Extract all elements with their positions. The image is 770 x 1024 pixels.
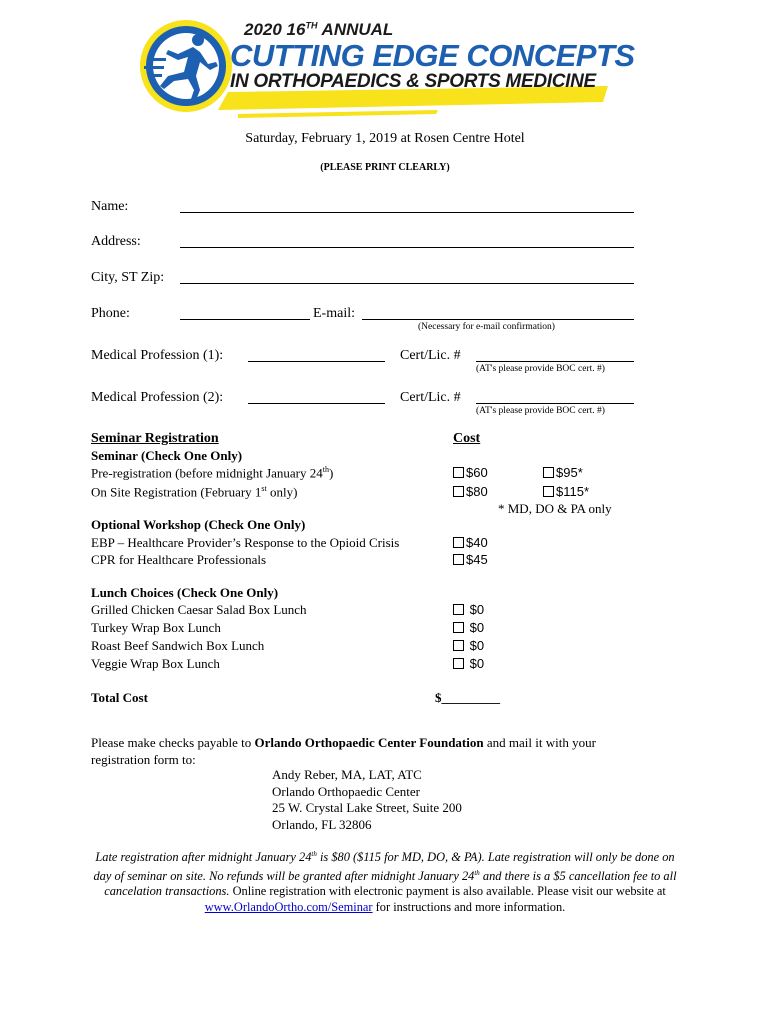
- lunch-item-cost[interactable]: $0: [453, 656, 484, 671]
- md-do-pa-note: * MD, DO & PA only: [498, 501, 612, 516]
- total-cost-label: Total Cost: [91, 690, 148, 705]
- seminar-heading: Seminar Registration: [91, 431, 219, 446]
- cert-1-label: Cert/Lic. #: [400, 348, 461, 363]
- logo-line-3: IN ORTHOPAEDICS & SPORTS MEDICINE: [230, 71, 596, 92]
- address-label: Address:: [91, 234, 141, 249]
- lunch-item-label: Turkey Wrap Box Lunch: [91, 620, 221, 635]
- cost-heading: Cost: [453, 431, 481, 446]
- lunch-item-cost[interactable]: $0: [453, 638, 484, 653]
- phone-label: Phone:: [91, 306, 130, 321]
- pre-registration-label: Pre-registration (before midnight January 24th): [91, 465, 334, 481]
- medical-profession-1-field[interactable]: [248, 361, 385, 362]
- workshop-item-label: CPR for Healthcare Professionals: [91, 552, 267, 567]
- checkbox-icon[interactable]: [453, 640, 464, 651]
- lunch-item-label: Roast Beef Sandwich Box Lunch: [91, 638, 265, 653]
- onsite-registration-cost[interactable]: $80: [453, 484, 488, 499]
- medical-profession-1-label: Medical Profession (1):: [91, 348, 224, 363]
- workshop-heading: Optional Workshop (Check One Only): [91, 517, 306, 532]
- address-line: 25 W. Crystal Lake Street, Suite 200: [272, 800, 462, 815]
- payee-name: Orlando Orthopaedic Center Foundation: [254, 735, 484, 750]
- seminar-subheading: Seminar (Check One Only): [91, 448, 243, 463]
- logo-line-2: CUTTING EDGE CONCEPTS: [230, 38, 635, 73]
- email-note: (Necessary for e-mail confirmation): [418, 322, 555, 332]
- cert-2-note: (AT's please provide BOC cert. #): [476, 406, 605, 416]
- address-field[interactable]: [180, 247, 634, 248]
- event-logo: [138, 14, 635, 118]
- name-field[interactable]: [180, 212, 634, 213]
- cert-2-label: Cert/Lic. #: [400, 390, 461, 405]
- event-date-location: Saturday, February 1, 2019 at Rosen Centre Hotel: [245, 131, 525, 146]
- checkbox-icon[interactable]: [453, 554, 464, 565]
- cert-2-field[interactable]: [476, 403, 634, 404]
- email-label: E-mail:: [313, 306, 355, 321]
- cert-1-field[interactable]: [476, 361, 634, 362]
- name-label: Name:: [91, 199, 129, 214]
- checkbox-icon[interactable]: [453, 537, 464, 548]
- phone-field[interactable]: [180, 319, 310, 320]
- pre-registration-cost-md[interactable]: $95*: [543, 465, 583, 480]
- address-line: Andy Reber, MA, LAT, ATC: [272, 767, 422, 782]
- onsite-registration-label: On Site Registration (February 1st only): [91, 484, 298, 500]
- checkbox-icon[interactable]: [543, 486, 554, 497]
- lunch-heading: Lunch Choices (Check One Only): [91, 585, 279, 600]
- checkbox-icon[interactable]: [543, 467, 554, 478]
- lunch-item-cost[interactable]: $0: [453, 620, 484, 635]
- city-state-zip-field[interactable]: [180, 283, 634, 284]
- lunch-item-label: Veggie Wrap Box Lunch: [91, 656, 220, 671]
- address-line: Orlando Orthopaedic Center: [272, 783, 421, 799]
- mailing-address: [272, 767, 462, 833]
- city-state-zip-label: City, ST Zip:: [91, 270, 165, 285]
- print-clearly-note: (PLEASE PRINT CLEARLY): [320, 162, 450, 173]
- address-line: Orlando, FL 32806: [272, 816, 372, 832]
- workshop-item-cost[interactable]: $45: [453, 552, 488, 567]
- onsite-registration-cost-md[interactable]: $115*: [543, 484, 589, 499]
- total-cost-field[interactable]: $_________: [435, 690, 500, 705]
- medical-profession-2-label: Medical Profession (2):: [91, 390, 224, 405]
- pre-registration-cost[interactable]: $60: [453, 465, 488, 480]
- checkbox-icon[interactable]: [453, 604, 464, 615]
- medical-profession-2-field[interactable]: [248, 403, 385, 404]
- cert-1-note: (AT's please provide BOC cert. #): [476, 364, 605, 374]
- lunch-item-label: Grilled Chicken Caesar Salad Box Lunch: [91, 602, 307, 617]
- lunch-item-cost[interactable]: $0: [453, 602, 484, 617]
- checkbox-icon[interactable]: [453, 486, 464, 497]
- workshop-item-cost[interactable]: $40: [453, 535, 488, 550]
- checkbox-icon[interactable]: [453, 658, 464, 669]
- payment-instructions: Please make checks payable to Orlando Orthopaedic Center Foundation and mail it with your registration form to:: [91, 735, 596, 767]
- email-field[interactable]: [362, 319, 634, 320]
- checkbox-icon[interactable]: [453, 622, 464, 633]
- logo-line-1: 2020 16TH ANNUAL: [244, 20, 394, 39]
- workshop-item-label: EBP – Healthcare Provider’s Response to the Opioid Crisis: [91, 535, 400, 550]
- late-registration-note: Late registration after midnight January 24th is $80 ($115 for MD, DO, & PA). Late registration will only be done on day of seminar on site. No refunds will be granted after midnight January 24th and there is a $5 cancellation fee to all cancelation transactions. Online registration with electronic payment is also available. Please visit our website at www.OrlandoOrtho.com/Seminar for instructions and more information.: [93, 850, 677, 914]
- checkbox-icon[interactable]: [453, 467, 464, 478]
- seminar-website-link[interactable]: www.OrlandoOrtho.com/Seminar: [204, 899, 373, 914]
